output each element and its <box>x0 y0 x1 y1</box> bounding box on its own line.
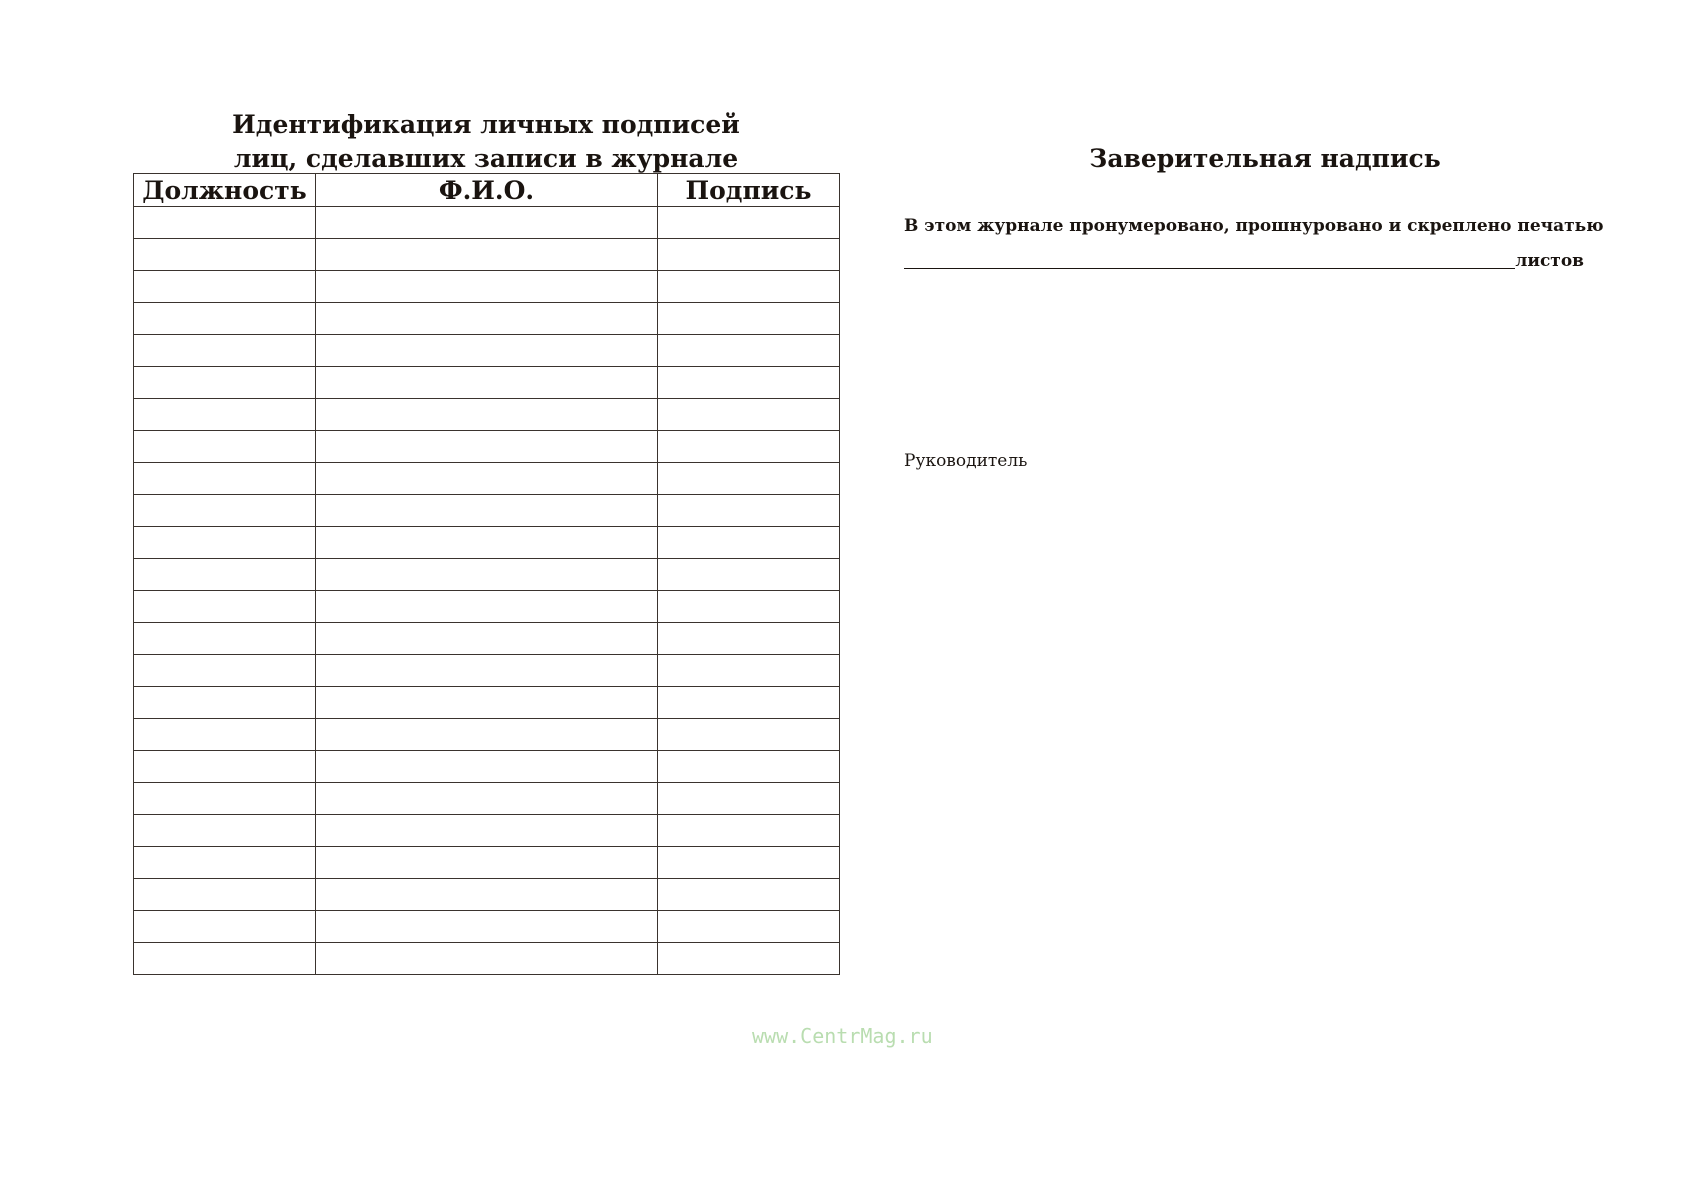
cell-full-name <box>316 751 658 783</box>
cell-position <box>134 527 316 559</box>
table-row <box>134 431 840 463</box>
cell-signature <box>658 527 840 559</box>
cell-position <box>134 655 316 687</box>
signatures-table <box>133 173 840 975</box>
cell-position <box>134 399 316 431</box>
cell-position <box>134 303 316 335</box>
cell-full-name <box>316 623 658 655</box>
table-row <box>134 559 840 591</box>
table-row <box>134 303 840 335</box>
cell-signature <box>658 239 840 271</box>
certification-title: Заверительная надпись <box>1089 144 1441 173</box>
cell-full-name <box>316 527 658 559</box>
table-row <box>134 719 840 751</box>
table-row <box>134 399 840 431</box>
cell-position <box>134 591 316 623</box>
cell-signature <box>658 719 840 751</box>
cell-position <box>134 431 316 463</box>
cell-signature <box>658 687 840 719</box>
cell-signature <box>658 943 840 975</box>
sheets-label: листов <box>1515 251 1584 271</box>
cell-full-name <box>316 495 658 527</box>
cell-signature <box>658 207 840 239</box>
cell-signature <box>658 495 840 527</box>
cell-full-name <box>316 815 658 847</box>
cell-signature <box>658 271 840 303</box>
cell-position <box>134 687 316 719</box>
cell-signature <box>658 911 840 943</box>
column-header-position: Должность <box>134 174 316 207</box>
table-row <box>134 495 840 527</box>
cell-position <box>134 463 316 495</box>
cell-signature <box>658 399 840 431</box>
table-row <box>134 335 840 367</box>
table-row <box>134 783 840 815</box>
cell-signature <box>658 303 840 335</box>
table-row <box>134 687 840 719</box>
cell-signature <box>658 431 840 463</box>
table-row <box>134 655 840 687</box>
table-row <box>134 751 840 783</box>
cell-full-name <box>316 271 658 303</box>
cell-full-name <box>316 783 658 815</box>
certification-text: В этом журнале пронумеровано, прошнуровано и скреплено печатью <box>904 216 1604 236</box>
cell-full-name <box>316 591 658 623</box>
cell-full-name <box>316 335 658 367</box>
cell-full-name <box>316 431 658 463</box>
cell-signature <box>658 623 840 655</box>
table-row <box>134 591 840 623</box>
cell-signature <box>658 783 840 815</box>
cell-signature <box>658 463 840 495</box>
cell-position <box>134 367 316 399</box>
cell-position <box>134 239 316 271</box>
cell-full-name <box>316 207 658 239</box>
column-header-signature: Подпись <box>658 174 840 207</box>
signatures-title-line-1: Идентификация личных подписей <box>232 110 740 139</box>
cell-full-name <box>316 943 658 975</box>
table-row <box>134 943 840 975</box>
table-row <box>134 463 840 495</box>
cell-full-name <box>316 847 658 879</box>
cell-full-name <box>316 303 658 335</box>
cell-signature <box>658 751 840 783</box>
table-row <box>134 527 840 559</box>
table-row <box>134 623 840 655</box>
cell-full-name <box>316 719 658 751</box>
cell-signature <box>658 879 840 911</box>
manager-label: Руководитель <box>904 451 1028 471</box>
cell-position <box>134 719 316 751</box>
table-row <box>134 207 840 239</box>
cell-position <box>134 751 316 783</box>
cell-full-name <box>316 367 658 399</box>
cell-position <box>134 943 316 975</box>
table-row <box>134 271 840 303</box>
table-row <box>134 911 840 943</box>
table-row <box>134 847 840 879</box>
cell-position <box>134 783 316 815</box>
cell-signature <box>658 815 840 847</box>
cell-position <box>134 207 316 239</box>
cell-full-name <box>316 239 658 271</box>
cell-signature <box>658 655 840 687</box>
signatures-table-body <box>134 207 840 975</box>
cell-full-name <box>316 559 658 591</box>
cell-position <box>134 271 316 303</box>
cell-full-name <box>316 911 658 943</box>
cell-full-name <box>316 399 658 431</box>
cell-full-name <box>316 655 658 687</box>
cell-full-name <box>316 879 658 911</box>
cell-position <box>134 847 316 879</box>
cell-full-name <box>316 687 658 719</box>
signatures-title <box>133 108 839 176</box>
cell-signature <box>658 559 840 591</box>
cell-position <box>134 911 316 943</box>
cell-position <box>134 335 316 367</box>
table-row <box>134 879 840 911</box>
signatures-title-line-2: лиц, сделавших записи в журнале <box>233 144 739 173</box>
cell-signature <box>658 591 840 623</box>
cell-position <box>134 623 316 655</box>
column-header-full-name: Ф.И.О. <box>316 174 658 207</box>
table-header-row <box>134 174 840 207</box>
cell-full-name <box>316 463 658 495</box>
cell-position <box>134 559 316 591</box>
cell-signature <box>658 335 840 367</box>
table-row <box>134 815 840 847</box>
table-row <box>134 239 840 271</box>
watermark: www.CentrMag.ru <box>752 1024 933 1048</box>
table-row <box>134 367 840 399</box>
sheets-count-blank <box>904 248 1515 269</box>
sheets-count-line <box>904 248 1584 273</box>
cell-signature <box>658 847 840 879</box>
cell-signature <box>658 367 840 399</box>
cell-position <box>134 495 316 527</box>
cell-position <box>134 879 316 911</box>
cell-position <box>134 815 316 847</box>
